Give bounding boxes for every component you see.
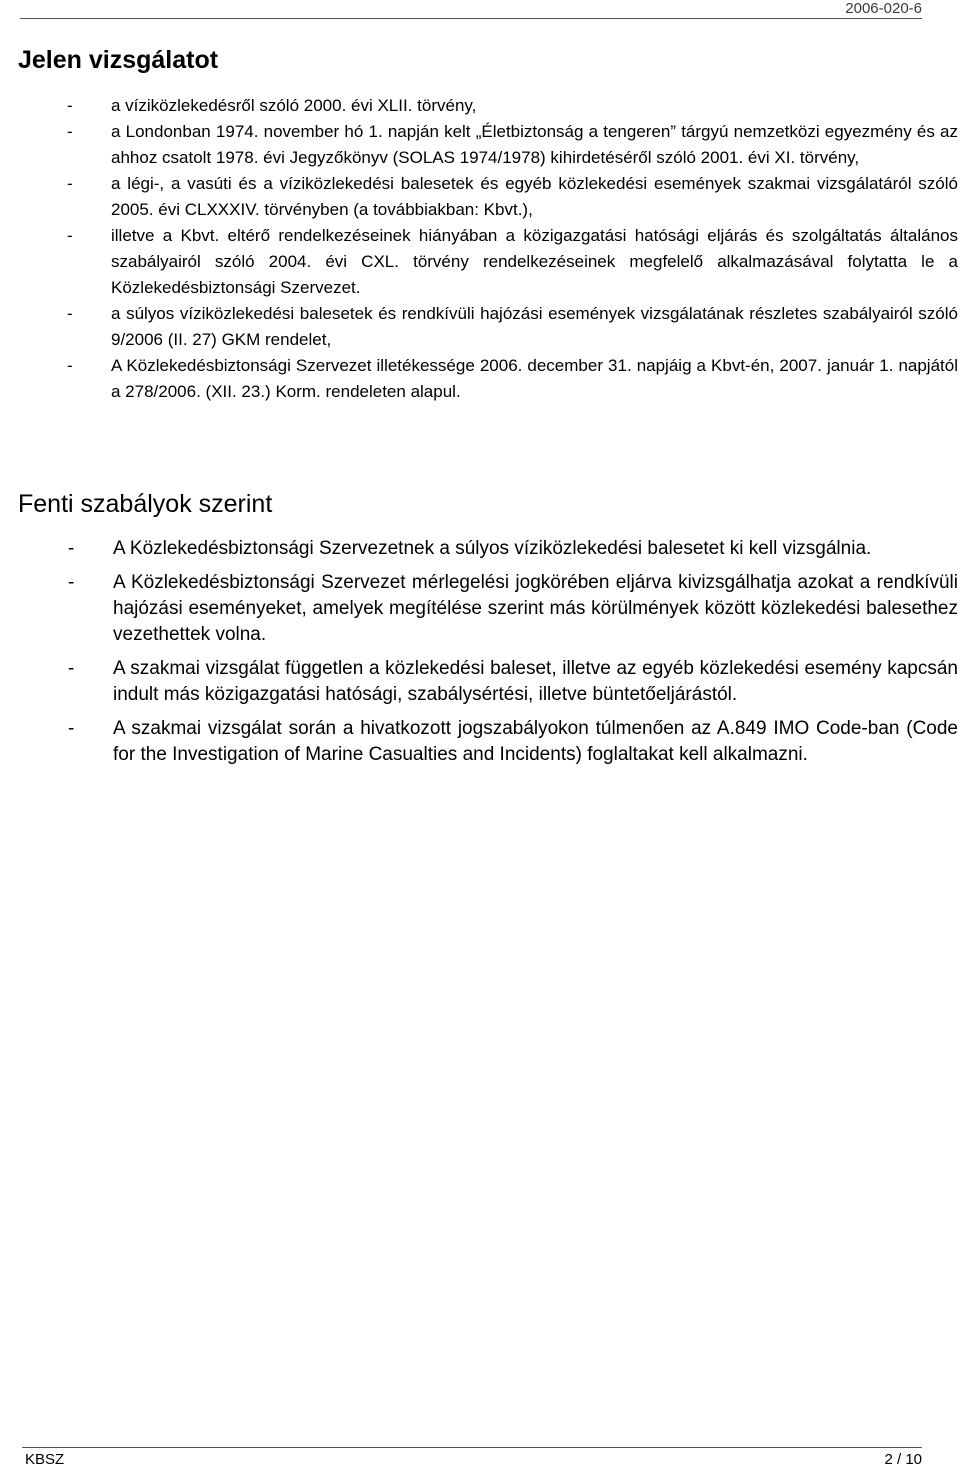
list-dash: - (67, 122, 73, 141)
header-divider (20, 18, 922, 19)
list-item (0, 171, 958, 223)
list-dash: - (68, 658, 75, 679)
list-item (0, 656, 958, 708)
list-item-text: a súlyos víziközlekedési balesetek és rendkívüli hajózási események vizsgálatának részletes szabályairól szóló 9/2006 (II. 27) GKM rendelet, (111, 304, 958, 349)
footer-page-number: 2 / 10 (884, 1451, 922, 1468)
list-item-text: A Közlekedésbiztonsági Szervezet illetékessége 2006. december 31. napjáig a Kbvt-én, 2007. január 1. napjától a 278/2006. (XII. 23.) Korm. rendeleten alapul. (111, 356, 958, 401)
list-dash: - (67, 226, 73, 245)
list-item (0, 716, 958, 768)
list-dash: - (68, 538, 75, 559)
list-item-text: a Londonban 1974. november hó 1. napján kelt „Életbiztonság a tengeren” tárgyú nemzetközi egyezmény és az ahhoz csatolt 1978. évi Jegyzőkönyv (SOLAS 1974/1978) kihirdetéséről szóló 2001. évi XI. törvény, (111, 122, 958, 167)
list-item (0, 301, 958, 353)
list-item-text: A szakmai vizsgálat során a hivatkozott jogszabályokon túlmenően az A.849 IMO Code-ban (Code for the Investigation of Marine Casualties and Incidents) foglaltakat kell alkalmazni. (113, 718, 958, 765)
list-item-text: illetve a Kbvt. eltérő rendelkezéseinek hiányában a közigazgatási hatósági eljárás és szolgáltatás általános szabályairól szóló 2004. évi CXL. törvény rendelkezéseinek megfelelő alkalmazásával folytatta le a Közlekedésbiztonsági Szervezet. (111, 226, 958, 297)
list-item (0, 353, 958, 405)
list-dash: - (68, 718, 75, 739)
rules-list (0, 536, 958, 776)
list-item-text: A Közlekedésbiztonsági Szervezet mérlegelési jogkörében eljárva kivizsgálhatja azokat a rendkívüli hajózási eseményeket, amelyek megítélése szerint más körülmények között közlekedési balesethez vezethettek volna. (113, 572, 958, 645)
list-dash: - (67, 356, 73, 375)
document-id: 2006-020-6 (845, 0, 922, 17)
footer-organization: KBSZ (25, 1451, 65, 1468)
section-heading-jelen-vizsgalatot: Jelen vizsgálatot (18, 46, 219, 74)
list-item (0, 119, 958, 171)
list-item (0, 93, 958, 119)
list-dash: - (67, 96, 73, 115)
section-heading-fenti-szabalyok: Fenti szabályok szerint (18, 490, 273, 518)
list-item-text: A szakmai vizsgálat független a közlekedési baleset, illetve az egyéb közlekedési esemény kapcsán indult más közigazgatási hatósági, szabálysértési, illetve büntetőeljárástól. (113, 658, 958, 705)
list-item-text: a víziközlekedésről szóló 2000. évi XLII. törvény, (111, 96, 477, 115)
list-item (0, 536, 958, 562)
list-dash: - (68, 572, 75, 593)
list-dash: - (67, 304, 73, 323)
legal-basis-list (0, 93, 958, 405)
list-item-text: A Közlekedésbiztonsági Szervezetnek a súlyos víziközlekedési balesetet ki kell vizsgálnia. (113, 538, 872, 559)
list-item (0, 570, 958, 648)
list-item-text: a légi-, a vasúti és a víziközlekedési balesetek és egyéb közlekedési események szakmai vizsgálatáról szóló 2005. évi CLXXXIV. törvényben (a továbbiakban: Kbvt.), (111, 174, 958, 219)
list-item (0, 223, 958, 301)
list-dash: - (67, 174, 73, 193)
footer-divider (22, 1447, 922, 1448)
